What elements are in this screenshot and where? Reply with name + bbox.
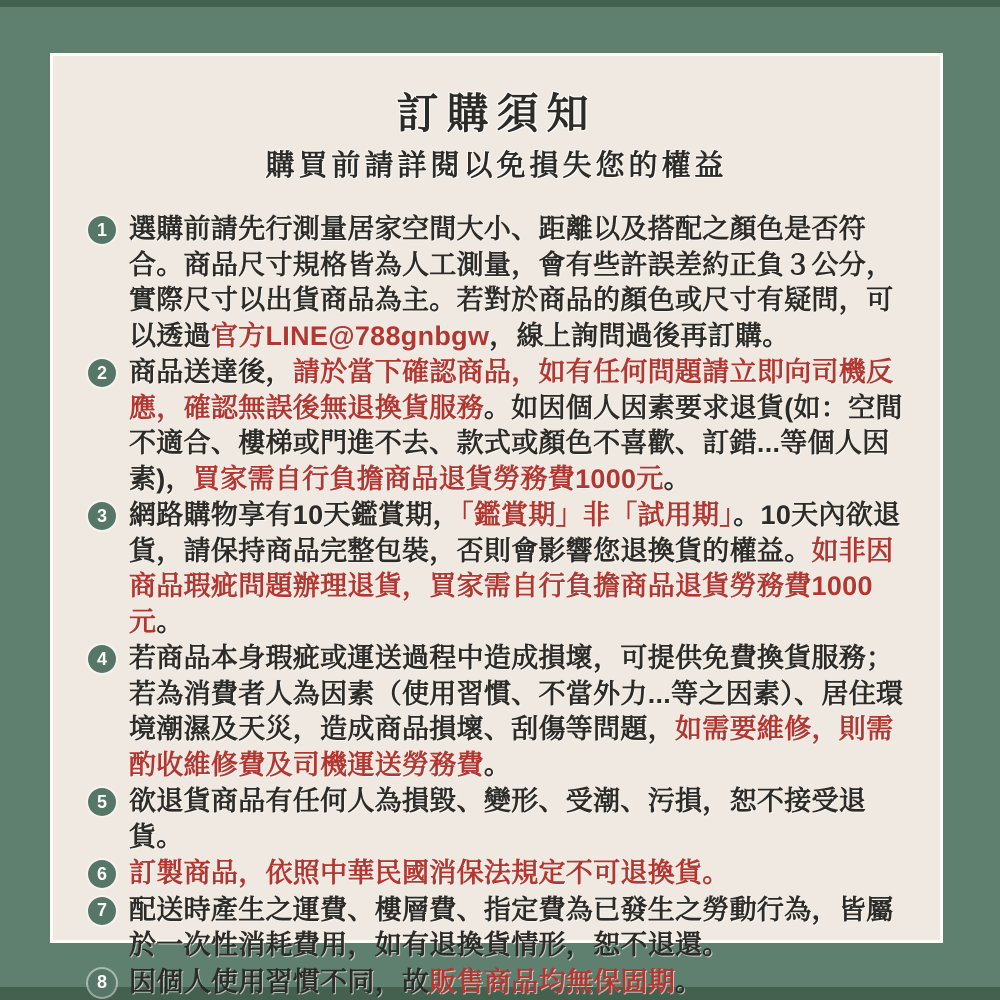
notice-text-segment: 買家需自行負擔商品退貨勞務費1000元 — [192, 463, 664, 494]
notice-text-segment: 。 — [483, 749, 512, 780]
notice-text-segment: 。10天內欲退貨，請保持商品完整包裝，否則會影響您退換貨的權益。 — [129, 500, 901, 566]
notice-text-segment: 欲退貨商品有任何人為損毀、變形、受潮、污損，恕不接受退貨。 — [129, 786, 867, 852]
notice-text-segment: 若商品本身瑕疵或運送過程中造成損壞，可提供免費換貨服務；若為消費者人為因素（使用習慣、不當外力...等之因素）、居住環境潮濕及天災，造成商品損壞、刮傷等問題， — [129, 643, 904, 744]
notice-text-segment: 。 — [663, 463, 691, 494]
notice-item — [88, 641, 910, 783]
notice-text-segment: 網路購物享有10天鑑賞期， — [129, 500, 460, 530]
notice-text-segment: 因個人使用習慣不同，故 — [129, 966, 430, 997]
notice-number-badge: 4 — [88, 645, 116, 673]
notice-text-segment: 如需要維修，則需酌收維修費及司機運送勞務費 — [129, 714, 894, 780]
notice-text-segment: 販售商品均無保固期 — [429, 966, 676, 997]
notice-text — [129, 212, 910, 354]
notice-number-badge: 5 — [88, 788, 116, 816]
notice-card — [50, 53, 943, 997]
notice-text-segment: 官方LINE@788gnbgw — [210, 320, 490, 351]
notice-text-segment: 請於當下確認商品，如有任何問題請立即向司機反應，確認無誤後無退換貨服務 — [129, 357, 894, 423]
notice-text-segment: 。如因個人因素要求退貨(如：空間不適合、樓梯或門進不去、款式或顏色不喜歡、訂錯...等個人因素)， — [129, 392, 903, 494]
notice-text — [129, 784, 910, 855]
notice-text — [129, 893, 910, 964]
notice-text — [129, 641, 910, 783]
notice-text-segment: 訂製商品，依照中華民國消保法規定不可退換貨。 — [129, 858, 730, 888]
notice-text-segment: 配送時產生之運費、樓層費、指定費為已發生之勞動行為，皆屬於一次性消耗費用，如有退換貨情形，恕不退還。 — [129, 894, 894, 960]
top-edge-band — [0, 0, 1000, 7]
notice-text-segment: 選購前請先行測量居家空間大小、距離以及搭配之顏色是否符合。商品尺寸規格皆為人工測量，會有些許誤差約正負３公分，實際尺寸以出貨商品為主。若對於商品的顏色或尺寸有疑問，可以透過 — [129, 214, 894, 351]
notice-item — [88, 355, 910, 497]
notice-text-segment: 商品送達後， — [129, 357, 293, 387]
notice-item — [88, 784, 910, 855]
notice-text — [129, 498, 910, 640]
notice-item — [88, 856, 910, 892]
notice-text-segment: 。 — [156, 606, 184, 637]
notice-number-badge: 3 — [88, 502, 116, 530]
notice-item — [88, 498, 910, 640]
notice-number-badge: 8 — [88, 969, 116, 997]
notice-item — [88, 965, 910, 1000]
notice-item — [88, 212, 910, 354]
notice-text-segment: ，線上詢問過後再訂購。 — [489, 320, 790, 351]
notice-number-badge: 2 — [88, 359, 116, 387]
notice-text-segment: 「鑑賞期」非「試用期」 — [459, 500, 734, 530]
notice-number-badge: 1 — [88, 216, 116, 244]
notice-text — [129, 965, 702, 1000]
notice-list — [88, 212, 910, 1000]
page-title: 訂購須知 — [396, 90, 597, 137]
notice-text-segment: 如非因商品瑕疵問題辦理退貨，買家需自行負擔商品退貨勞務費1000元 — [129, 535, 894, 637]
notice-text — [129, 355, 910, 497]
notice-number-badge: 7 — [88, 897, 116, 925]
notice-number-badge: 6 — [88, 860, 116, 888]
notice-text-segment: 。 — [675, 966, 703, 997]
page-subtitle: 購買前請詳閱以免損失您的權益 — [265, 150, 728, 182]
notice-item — [88, 893, 910, 964]
notice-text — [129, 856, 730, 892]
